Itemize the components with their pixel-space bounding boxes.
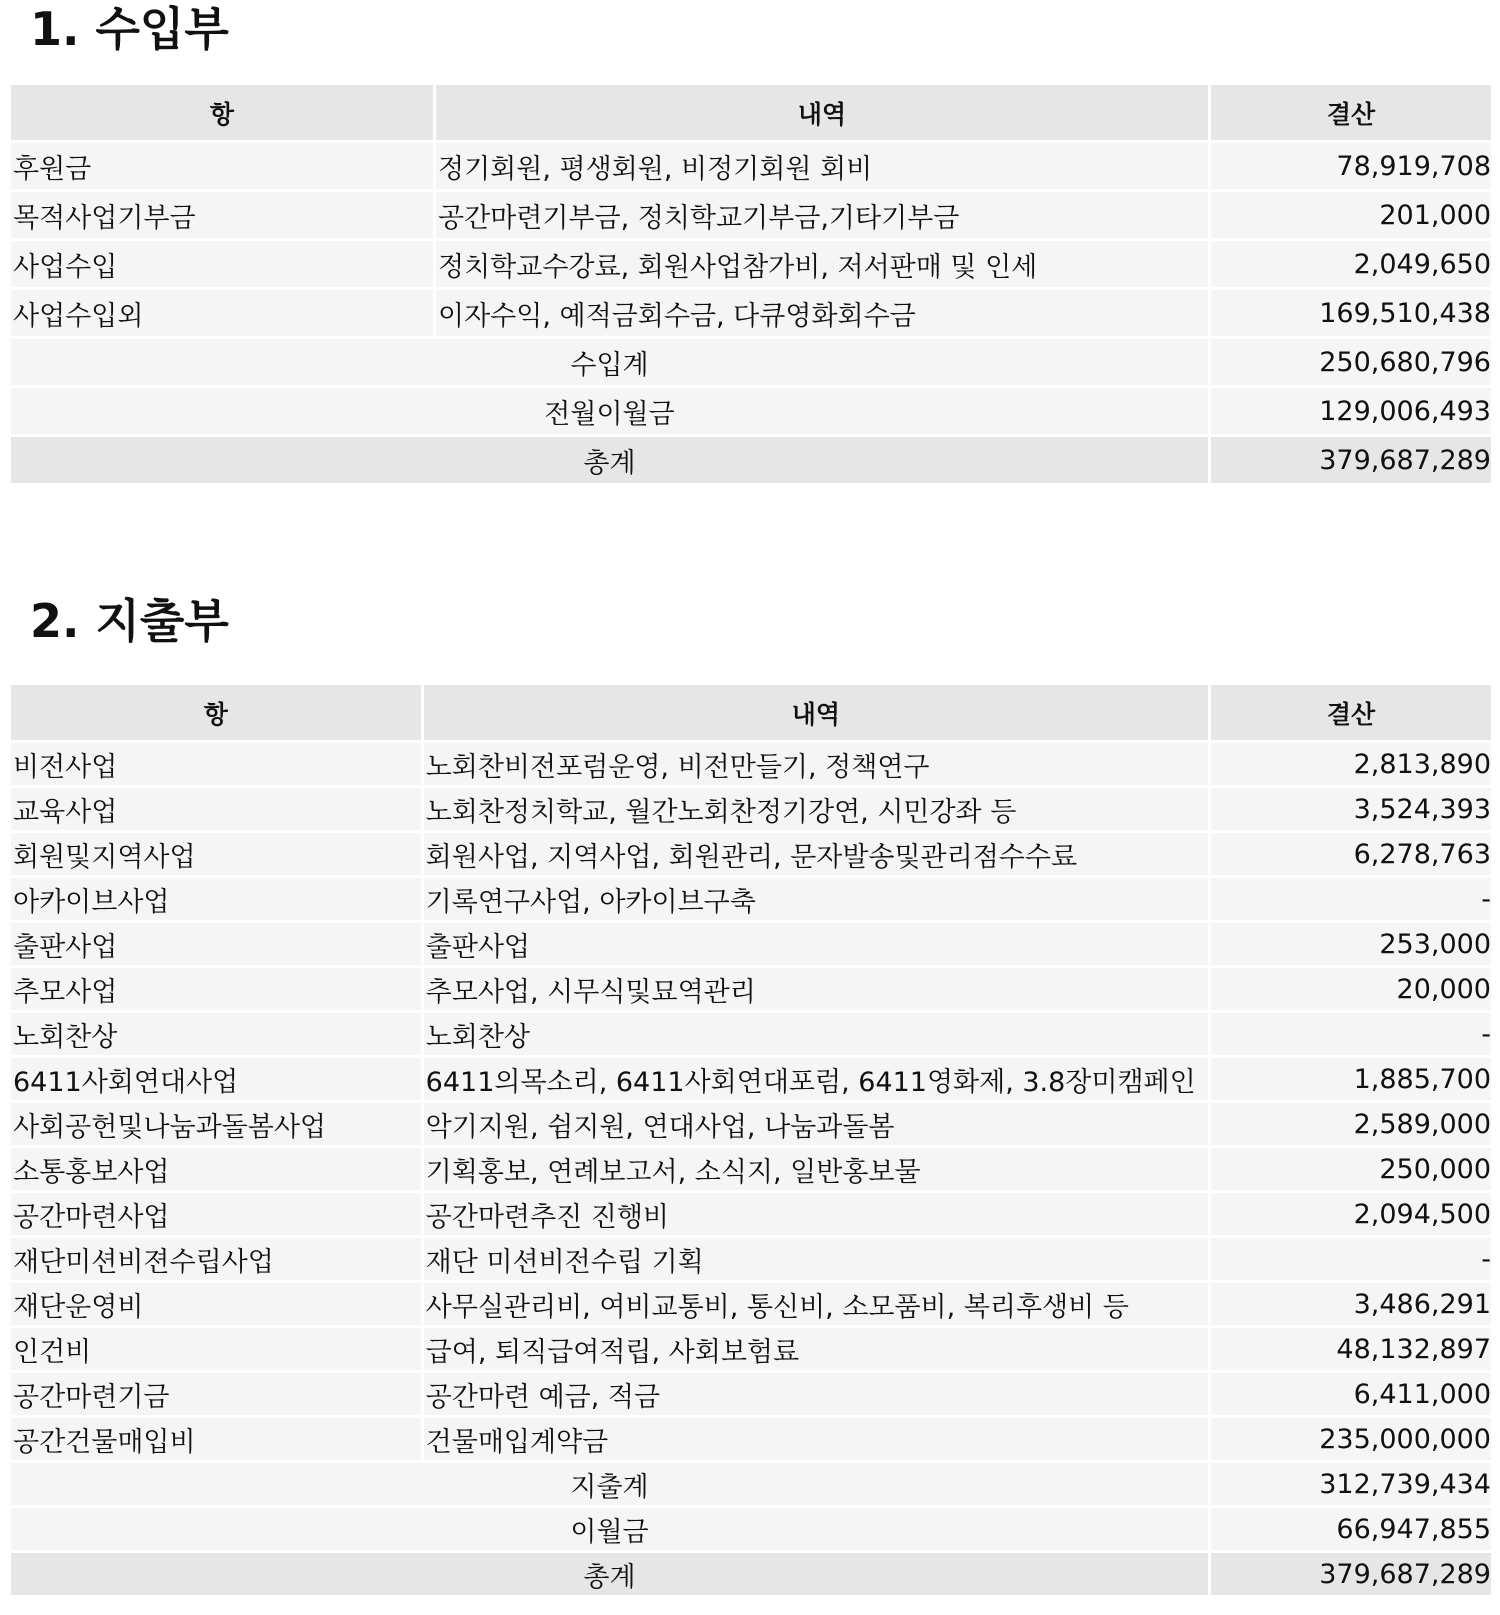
summary-label: 전월이월금 [11,388,1208,434]
income-header-row [11,85,1491,140]
row-item: 교육사업 [11,788,421,830]
income-carryover-row [11,388,1491,434]
table-row [11,1013,1491,1055]
expense-header-detail: 내역 [424,685,1208,740]
table-row [11,143,1491,189]
row-detail: 공간마련 예금, 적금 [424,1373,1208,1415]
table-row [11,1283,1491,1325]
row-amount: 48,132,897 [1211,1328,1491,1370]
row-detail: 기록연구사업, 아카이브구축 [424,878,1208,920]
expense-header-row [11,685,1491,740]
row-item: 사업수입외 [11,290,433,336]
row-detail: 추모사업, 시무식및묘역관리 [424,968,1208,1010]
row-amount: 2,049,650 [1211,241,1491,287]
row-item: 공간마련사업 [11,1193,421,1235]
summary-label: 지출계 [11,1463,1208,1505]
row-detail: 노회찬정치학교, 월간노회찬정기강연, 시민강좌 등 [424,788,1208,830]
income-header-detail: 내역 [436,85,1208,140]
total-amount: 379,687,289 [1211,1553,1491,1595]
table-row [11,290,1491,336]
income-header-item: 항 [11,85,433,140]
row-detail: 6411의목소리, 6411사회연대포럼, 6411영화제, 3.8장미캠페인 [424,1058,1208,1100]
total-amount: 379,687,289 [1211,437,1491,483]
summary-label: 이월금 [11,1508,1208,1550]
row-detail: 공간마련추진 진행비 [424,1193,1208,1235]
row-item: 공간마련기금 [11,1373,421,1415]
row-amount: - [1211,1238,1491,1280]
row-detail: 공간마련기부금, 정치학교기부금,기타기부금 [436,192,1208,238]
row-amount: 6,278,763 [1211,833,1491,875]
summary-amount: 312,739,434 [1211,1463,1491,1505]
row-amount: 1,885,700 [1211,1058,1491,1100]
table-row [11,968,1491,1010]
row-detail: 출판사업 [424,923,1208,965]
summary-amount: 129,006,493 [1211,388,1491,434]
row-amount: 2,589,000 [1211,1103,1491,1145]
row-amount: 2,813,890 [1211,743,1491,785]
expense-section-title: 2. 지출부 [30,594,229,648]
expense-table [8,682,1494,1598]
row-item: 소통홍보사업 [11,1148,421,1190]
expense-carryover-row [11,1508,1491,1550]
expense-subtotal-row [11,1463,1491,1505]
expense-header-item: 항 [11,685,421,740]
row-amount: - [1211,878,1491,920]
row-amount: 3,486,291 [1211,1283,1491,1325]
row-detail: 이자수익, 예적금회수금, 다큐영화회수금 [436,290,1208,336]
row-amount: 20,000 [1211,968,1491,1010]
row-item: 인건비 [11,1328,421,1370]
table-row [11,1328,1491,1370]
row-amount: 253,000 [1211,923,1491,965]
row-item: 출판사업 [11,923,421,965]
row-amount: 235,000,000 [1211,1418,1491,1460]
row-item: 회원및지역사업 [11,833,421,875]
row-item: 사업수입 [11,241,433,287]
income-table [8,82,1494,486]
table-row [11,1238,1491,1280]
row-detail: 노회찬상 [424,1013,1208,1055]
row-detail: 노회찬비전포럼운영, 비전만들기, 정책연구 [424,743,1208,785]
row-detail: 정치학교수강료, 회원사업참가비, 저서판매 및 인세 [436,241,1208,287]
row-detail: 기획홍보, 연례보고서, 소식지, 일반홍보물 [424,1148,1208,1190]
table-row [11,743,1491,785]
table-row [11,1418,1491,1460]
row-item: 아카이브사업 [11,878,421,920]
row-item: 재단미션비젼수립사업 [11,1238,421,1280]
table-row [11,788,1491,830]
table-row [11,1058,1491,1100]
row-amount: 169,510,438 [1211,290,1491,336]
table-row [11,192,1491,238]
row-item: 재단운영비 [11,1283,421,1325]
row-detail: 건물매입계약금 [424,1418,1208,1460]
row-amount: 250,000 [1211,1148,1491,1190]
row-detail: 회원사업, 지역사업, 회원관리, 문자발송및관리점수수료 [424,833,1208,875]
summary-amount: 66,947,855 [1211,1508,1491,1550]
table-row [11,878,1491,920]
table-row [11,833,1491,875]
total-label: 총계 [11,1553,1208,1595]
table-row [11,1193,1491,1235]
row-detail: 재단 미션비전수립 기획 [424,1238,1208,1280]
row-item: 사회공헌및나눔과돌봄사업 [11,1103,421,1145]
expense-header-amount: 결산 [1211,685,1491,740]
row-item: 비전사업 [11,743,421,785]
table-row [11,1373,1491,1415]
income-section-title: 1. 수입부 [30,2,229,56]
row-amount: 2,094,500 [1211,1193,1491,1235]
row-item: 공간건물매입비 [11,1418,421,1460]
total-label: 총계 [11,437,1208,483]
row-item: 노회찬상 [11,1013,421,1055]
income-total-row [11,437,1491,483]
row-amount: - [1211,1013,1491,1055]
row-item: 후원금 [11,143,433,189]
expense-total-row [11,1553,1491,1595]
row-amount: 6,411,000 [1211,1373,1491,1415]
expense-rows [11,743,1491,1595]
row-item: 6411사회연대사업 [11,1058,421,1100]
row-detail: 악기지원, 쉼지원, 연대사업, 나눔과돌봄 [424,1103,1208,1145]
row-detail: 정기회원, 평생회원, 비정기회원 회비 [436,143,1208,189]
row-amount: 3,524,393 [1211,788,1491,830]
row-detail: 급여, 퇴직급여적립, 사회보험료 [424,1328,1208,1370]
summary-label: 수입계 [11,339,1208,385]
income-subtotal-row [11,339,1491,385]
table-row [11,1103,1491,1145]
table-row [11,241,1491,287]
row-item: 추모사업 [11,968,421,1010]
table-row [11,1148,1491,1190]
row-amount: 78,919,708 [1211,143,1491,189]
row-detail: 사무실관리비, 여비교통비, 통신비, 소모품비, 복리후생비 등 [424,1283,1208,1325]
summary-amount: 250,680,796 [1211,339,1491,385]
row-item: 목적사업기부금 [11,192,433,238]
income-header-amount: 결산 [1211,85,1491,140]
table-row [11,923,1491,965]
row-amount: 201,000 [1211,192,1491,238]
